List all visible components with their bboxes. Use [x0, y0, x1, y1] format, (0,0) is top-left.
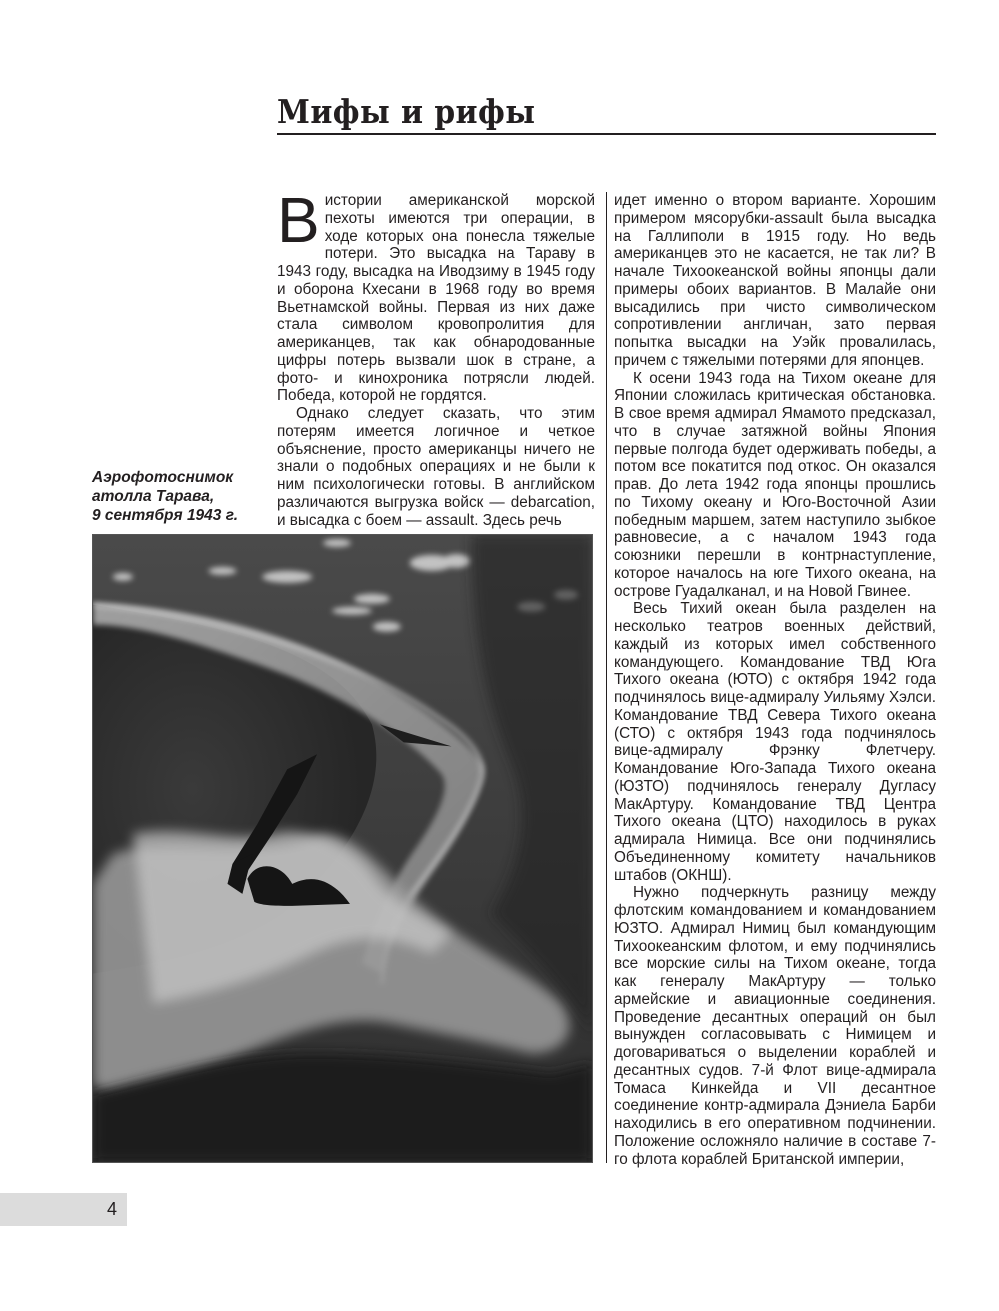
paragraph: идет именно о втором варианте. Хорошим примером мясорубки-assault была высадка на Галлиполи в 1915 году. Но ведь американцев это не касается, не так ли? В начале Тихоокеанской войны японцы дали примеры обоих вариантов. В Малайе они высадились при чисто символическом сопротивлении англичан, зато первая попытка высадки на Уэйк провалилась, причем с тяжелыми потерями для японцев.	[614, 192, 936, 369]
page-title: Мифы и рифы	[277, 92, 536, 131]
caption-line: 9 сентября 1943 г.	[92, 507, 239, 524]
paragraph: Нужно подчеркнуть разницу между флотским командованием и командованием ЮЗТО. Адмирал Нимиц был командующим Тихоокеанским флотом, и ему подчинялись все морские силы на Тихом океане, тогда как генералу МакАртуру — только армейские и авиационные соединения. Проведение десантных операций он был вынужден согласовывать с Нимицем и договариваться о выделении кораблей и десантных судов. 7-й Флот вице-адмирала Томаса Кинкейда и VII десантное соединение контр-адмирала Дэниела Барби находились в его оперативном подчинении. Положение осложняло наличие в составе 7-го флота кораблей Британской империи,	[614, 884, 936, 1168]
paragraph-text: истории американской морской пехоты имеются три операции, в ходе которых она понесла тяжелые потери. Это высадка на Тараву в 1943 году, высадка на Иводзиму в 1945 году и оборона Кхесани в 1968 году во время Вьетнамской войны. Первая из них даже стала символом кровопролития для американцев, так как обнародованные цифры потерь вызвали шок в стране, а фото- и кинохроника потрясли людей. Победа, которой не гордятся.	[277, 192, 595, 405]
drop-cap: В	[277, 184, 320, 256]
aerial-photo	[92, 534, 593, 1163]
paragraph: Однако следует сказать, что этим потерям имеется логичное и четкое объяснение, просто американцы ничего не знали о подобных операциях и не были к ним психологически готовы. В английском различаются выгрузка войск — debarcation, и высадка с боем — assault. Здесь речь	[277, 405, 595, 529]
page-number: 4	[106, 1199, 117, 1219]
caption-line: атолла Тарава,	[92, 488, 215, 505]
paragraph: Весь Тихий океан была разделен на несколько театров военных действий, каждый из которых имел собственного командующего. Командование ТВД Юга Тихого океана (ЮТО) с октября 1942 года подчинялось вице-адмиралу Уильяму Хэлси. Командование ТВД Севера Тихого океана (СТО) с октября 1943 года подчинялось вице-адмиралу Фрэнку Флетчеру. Командование Юго-Запада Тихого океана (ЮЗТО) подчинялось генералу Дугласу МакАртуру. Командование ТВД Центра Тихого океана (ЦТО) находилось в руках адмирала Нимица. Все они подчинялись Объединенному комитету начальников штабов (ОКНШ).	[614, 600, 936, 884]
paragraph	[277, 184, 595, 405]
photo-caption	[92, 468, 262, 525]
page-number-tab	[0, 1193, 127, 1226]
atoll-photo-image	[93, 535, 592, 1162]
column-divider	[606, 192, 607, 1163]
paragraph: К осени 1943 года на Тихом океане для Японии сложилась критическая обстановка. В свое время адмирал Ямамото предсказал, что в случае затяжной войны Япония первые полгода будет одерживать победы, а потом все покатится под откос. Он оказался прав. До лета 1942 года японцы прошлись по Тихому океану и Юго-Восточной Азии победным маршем, затем наступило зыбкое равновесие, а с началом 1943 года союзники перешли в контрнаступление, которое началось на юге Тихого океана, на острове Гуадалканал, и на Новой Гвинее.	[614, 369, 936, 600]
title-underline	[277, 133, 936, 135]
article-column-2	[614, 192, 936, 1168]
article-column-1	[277, 184, 595, 529]
caption-line: Аэрофотоснимок	[92, 469, 234, 486]
